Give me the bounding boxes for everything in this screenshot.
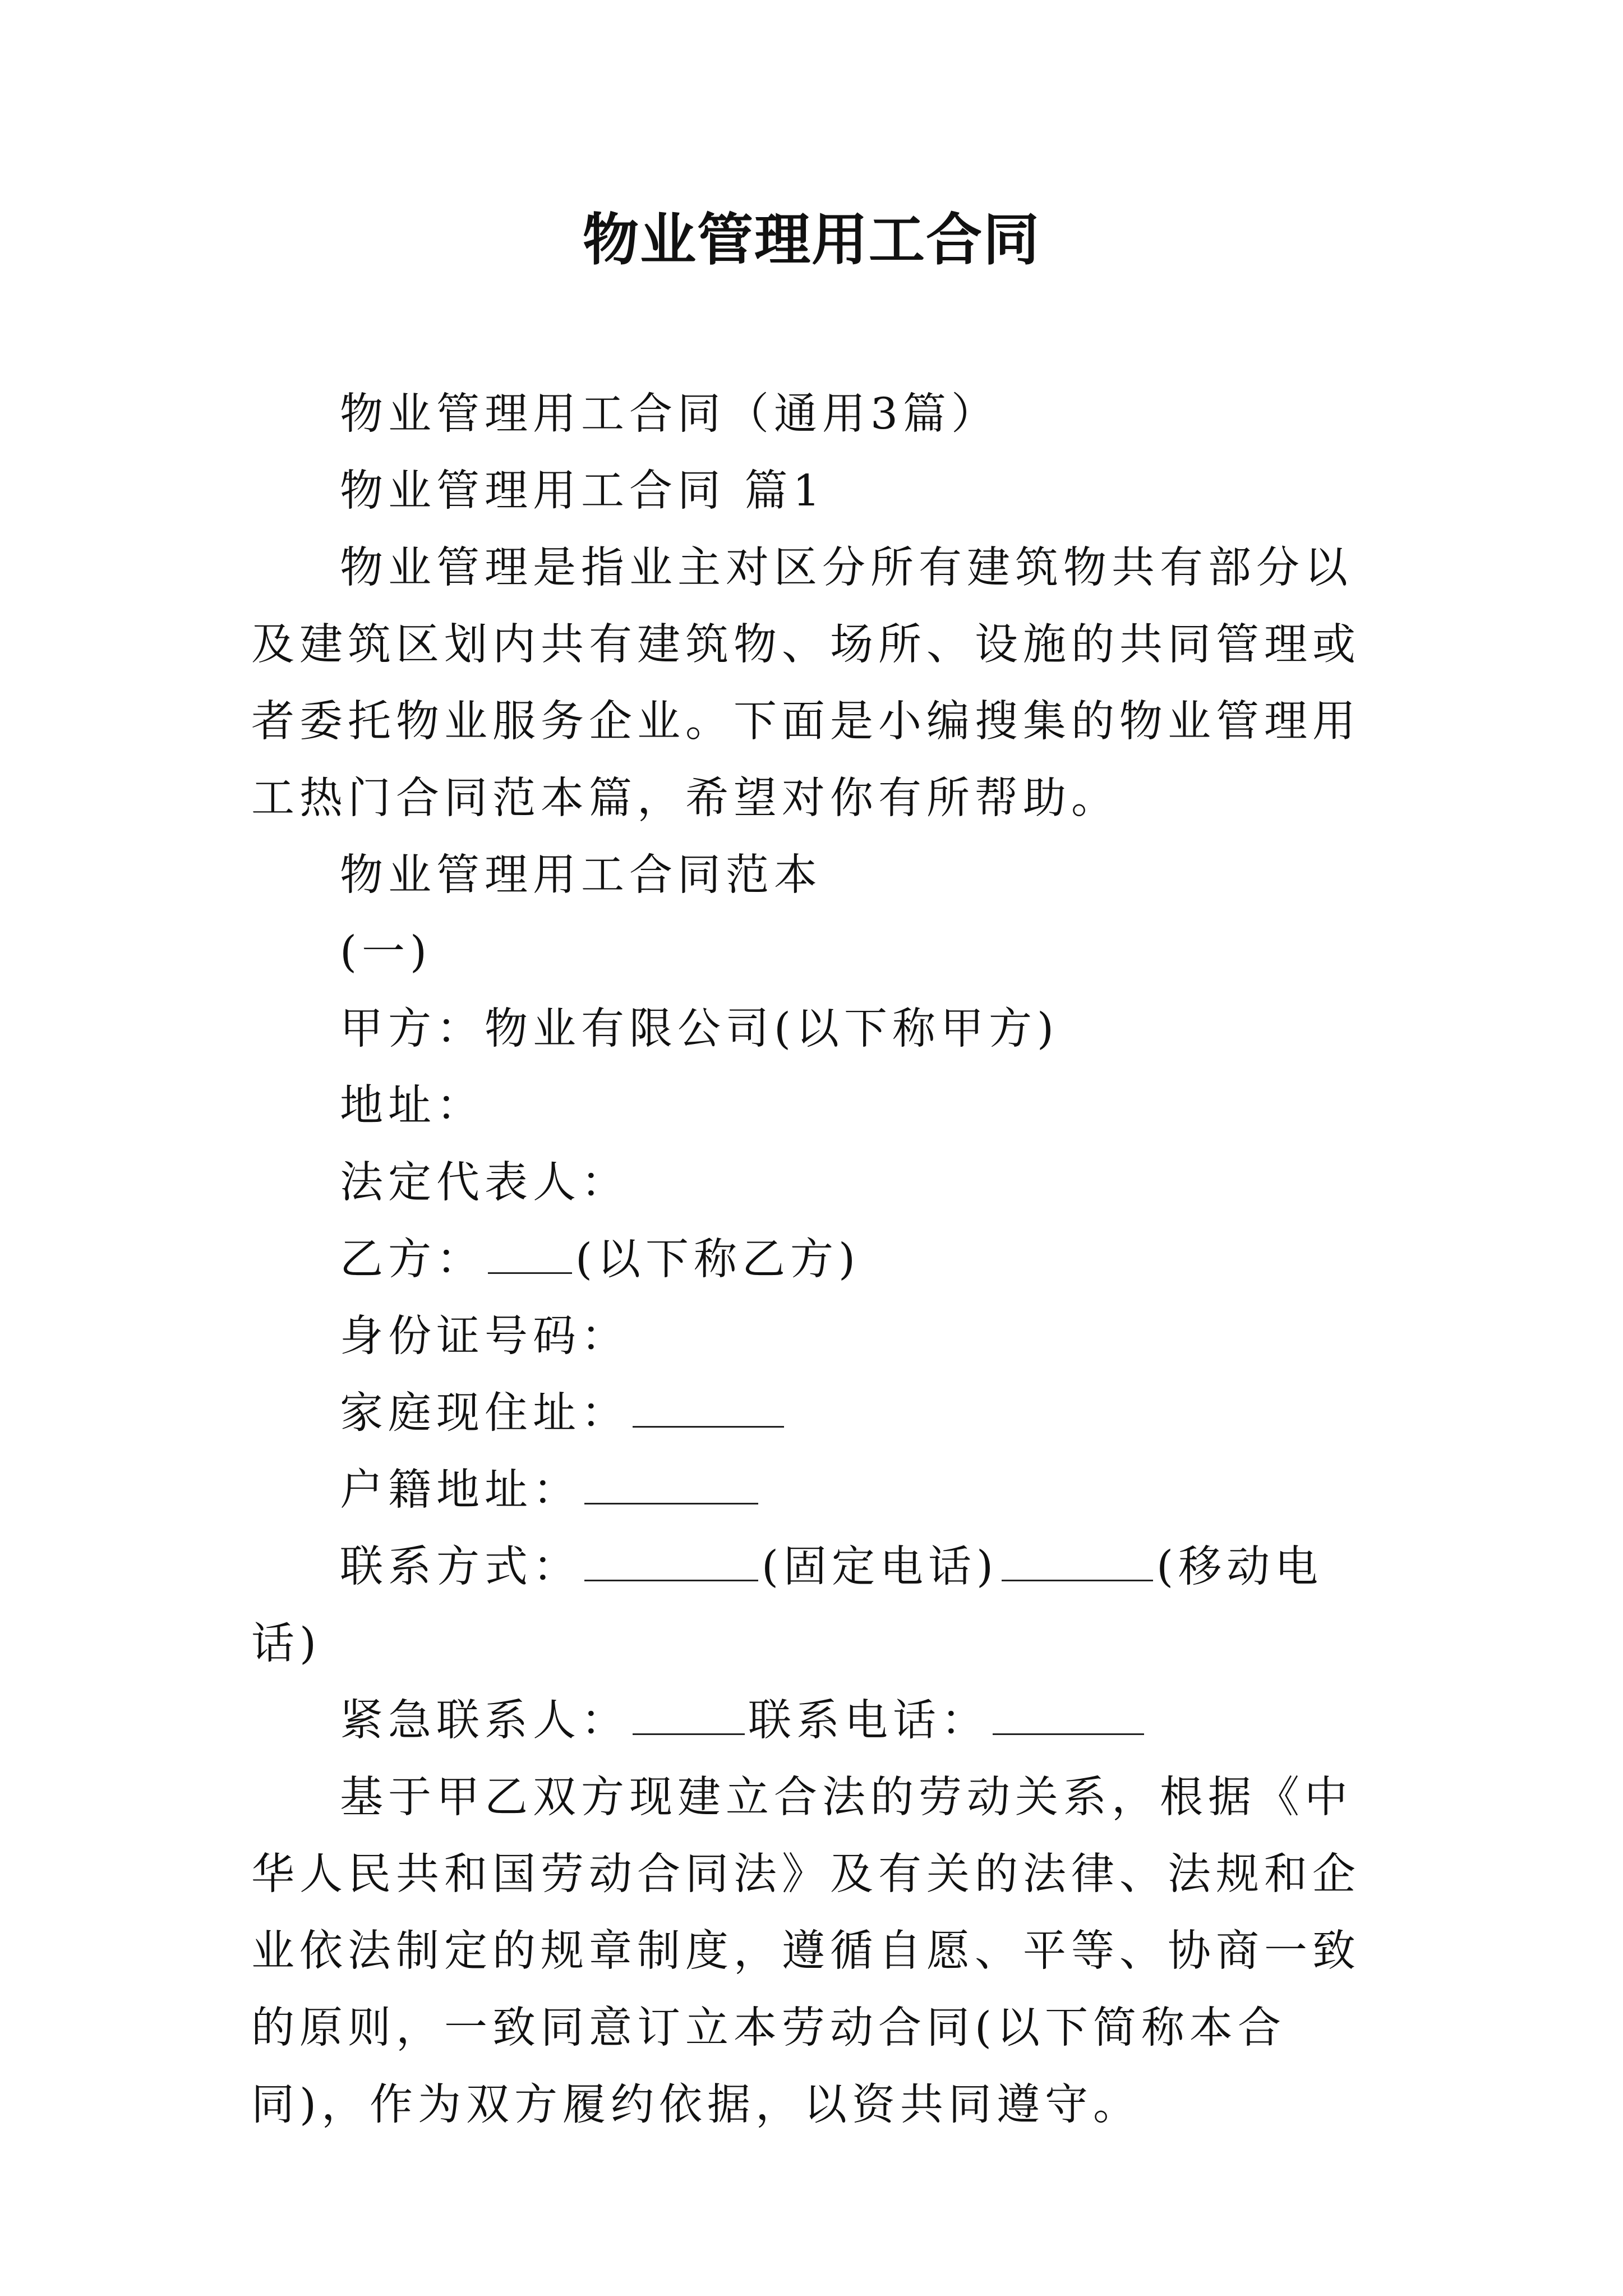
document-body (251, 376, 1390, 2143)
legal-basis-paragraph: 基于甲乙双方现建立合法的劳动关系，根据《中华人民共和国劳动合同法》及有关的法律、法规和企业依法制定的规章制度，遵循自愿、平等、协商一致的原则，一致同意订立本劳动合同(以下简称本合同)，作为双方履约依据，以资共同遵守。 (251, 1773, 1361, 2130)
home-address-line (251, 1375, 1390, 1452)
home-address-blank (633, 1390, 784, 1428)
party-b-blank (488, 1236, 572, 1274)
document-title: 物业管理用工合同 (583, 206, 1040, 273)
id-number-line: 身份证号码： (340, 1312, 629, 1361)
emergency-contact-line (251, 1682, 1390, 1759)
party-b-line (251, 1221, 1390, 1298)
home-address-label: 家庭现住址： (340, 1388, 629, 1438)
address-line: 地址： (340, 1081, 485, 1131)
party-b-suffix: (以下称乙方) (575, 1235, 861, 1285)
subtitle-general: 物业管理用工合同（通用3篇） (340, 389, 999, 439)
introduction-paragraph: 物业管理是指业主对区分所有建筑物共有部分以及建筑区划内共有建筑物、场所、设施的共同管理或者委托物业服务企业。下面是小编搜集的物业管理用工热门合同范本篇，希望对你有所帮助。 (251, 543, 1361, 823)
emergency-phone-label: 联系电话： (748, 1696, 989, 1746)
household-address-blank (584, 1467, 758, 1504)
landline-blank (584, 1544, 758, 1581)
emergency-phone-blank (993, 1697, 1144, 1735)
party-a-line: 甲方：物业有限公司(以下称甲方) (340, 1004, 1059, 1054)
contact-line (251, 1529, 1390, 1682)
section-number: (一) (340, 927, 432, 977)
legal-representative-line: 法定代表人： (340, 1158, 629, 1208)
emergency-contact-label: 紧急联系人： (340, 1696, 629, 1746)
party-b-label: 乙方： (340, 1235, 485, 1285)
household-address-line (251, 1452, 1390, 1529)
mobile-label: (移动电话) (251, 1542, 1324, 1669)
household-address-label: 户籍地址： (340, 1465, 581, 1515)
landline-label: (固定电话) (762, 1542, 999, 1592)
mobile-blank (1002, 1544, 1153, 1581)
emergency-contact-blank (633, 1697, 745, 1735)
section-heading-part1: 物业管理用工合同 篇1 (340, 466, 826, 516)
template-heading: 物业管理用工合同范本 (340, 850, 822, 900)
contact-label: 联系方式： (340, 1542, 581, 1592)
